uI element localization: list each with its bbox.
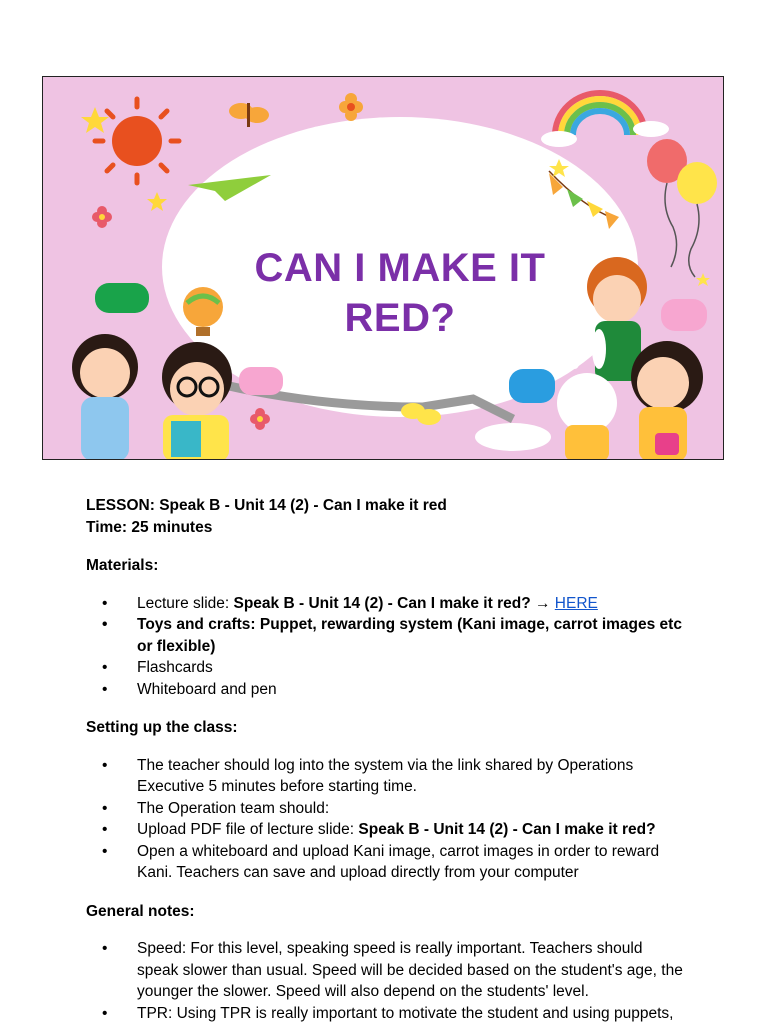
arrow-text: → [530, 594, 555, 612]
chat-bubble-icon [95, 283, 149, 313]
banner-title-line1: CAN I MAKE IT [254, 246, 546, 290]
chat-bubble-icon [239, 367, 283, 395]
cloud-icon [541, 131, 577, 147]
list-item: • Speed: For this level, speaking speed is really important. Teachers should speak slower than usual. Speed will be decided based on the student's age, the younger the slower. Speed will also depend on the students' level. [86, 938, 686, 1003]
time-label: Time: 25 minutes [86, 518, 213, 536]
chat-bubble-icon [661, 299, 707, 331]
materials-heading: Materials: [86, 557, 159, 574]
list-item: • The teacher should log into the system via the link shared by Operations Executive 5 minutes before starting time. [86, 755, 686, 798]
cloud-icon [475, 423, 551, 451]
balloon-icon [677, 162, 717, 277]
list-item: • The Operation team should: [86, 798, 686, 820]
here-link[interactable]: HERE [554, 594, 598, 612]
lesson-label: LESSON: Speak B - Unit 14 (2) - Can I make it red [86, 497, 447, 514]
list-item: • TPR: Using TPR is really important to motivate the student and using puppets, [86, 1003, 686, 1024]
setup-item3-prefix: Upload PDF file of lecture slide: [137, 821, 359, 838]
materials-item1-title: Speak B - Unit 14 (2) - Can I make it red? [233, 594, 531, 612]
boy-glasses-character [162, 342, 232, 460]
cloud-icon [633, 121, 669, 137]
balloon-icon [647, 139, 687, 267]
notes-heading: General notes: [86, 902, 195, 920]
materials-item1-prefix: Lecture slide: [137, 594, 234, 612]
star-icon [696, 273, 710, 286]
list-item [86, 819, 686, 841]
list-item: • Toys and crafts: Puppet, rewarding system (Kani image, carrot images etc or flexible) [86, 614, 686, 657]
list-item: • Whiteboard and pen [86, 679, 686, 701]
list-item: • Open a whiteboard and upload Kani image, carrot images in order to reward Kani. Teachers can save and upload directly from your computer [86, 841, 686, 884]
lesson-banner [42, 76, 724, 460]
setup-item3-title: Speak B - Unit 14 (2) - Can I make it red? [358, 821, 656, 838]
girl-left-character [72, 334, 138, 460]
lesson-document [86, 495, 686, 1024]
list-item [86, 593, 686, 615]
butterfly-icon [229, 103, 269, 127]
setup-heading: Setting up the class: [86, 719, 238, 736]
sun-icon [95, 99, 179, 183]
notes-list [86, 938, 686, 1024]
list-item: • Flashcards [86, 657, 686, 679]
flower-icon [92, 206, 112, 228]
banner-title-line2: RED? [344, 296, 456, 340]
rainbow-icon [555, 93, 645, 135]
banner-title [213, 243, 587, 343]
setup-list [86, 755, 686, 884]
cloud-icon [303, 125, 363, 145]
flower-icon [339, 93, 363, 121]
girl-right-character [631, 341, 703, 460]
materials-list [86, 593, 686, 701]
star-icon [147, 192, 167, 211]
flower-icon [250, 408, 270, 430]
chat-bubble-icon [509, 369, 555, 403]
